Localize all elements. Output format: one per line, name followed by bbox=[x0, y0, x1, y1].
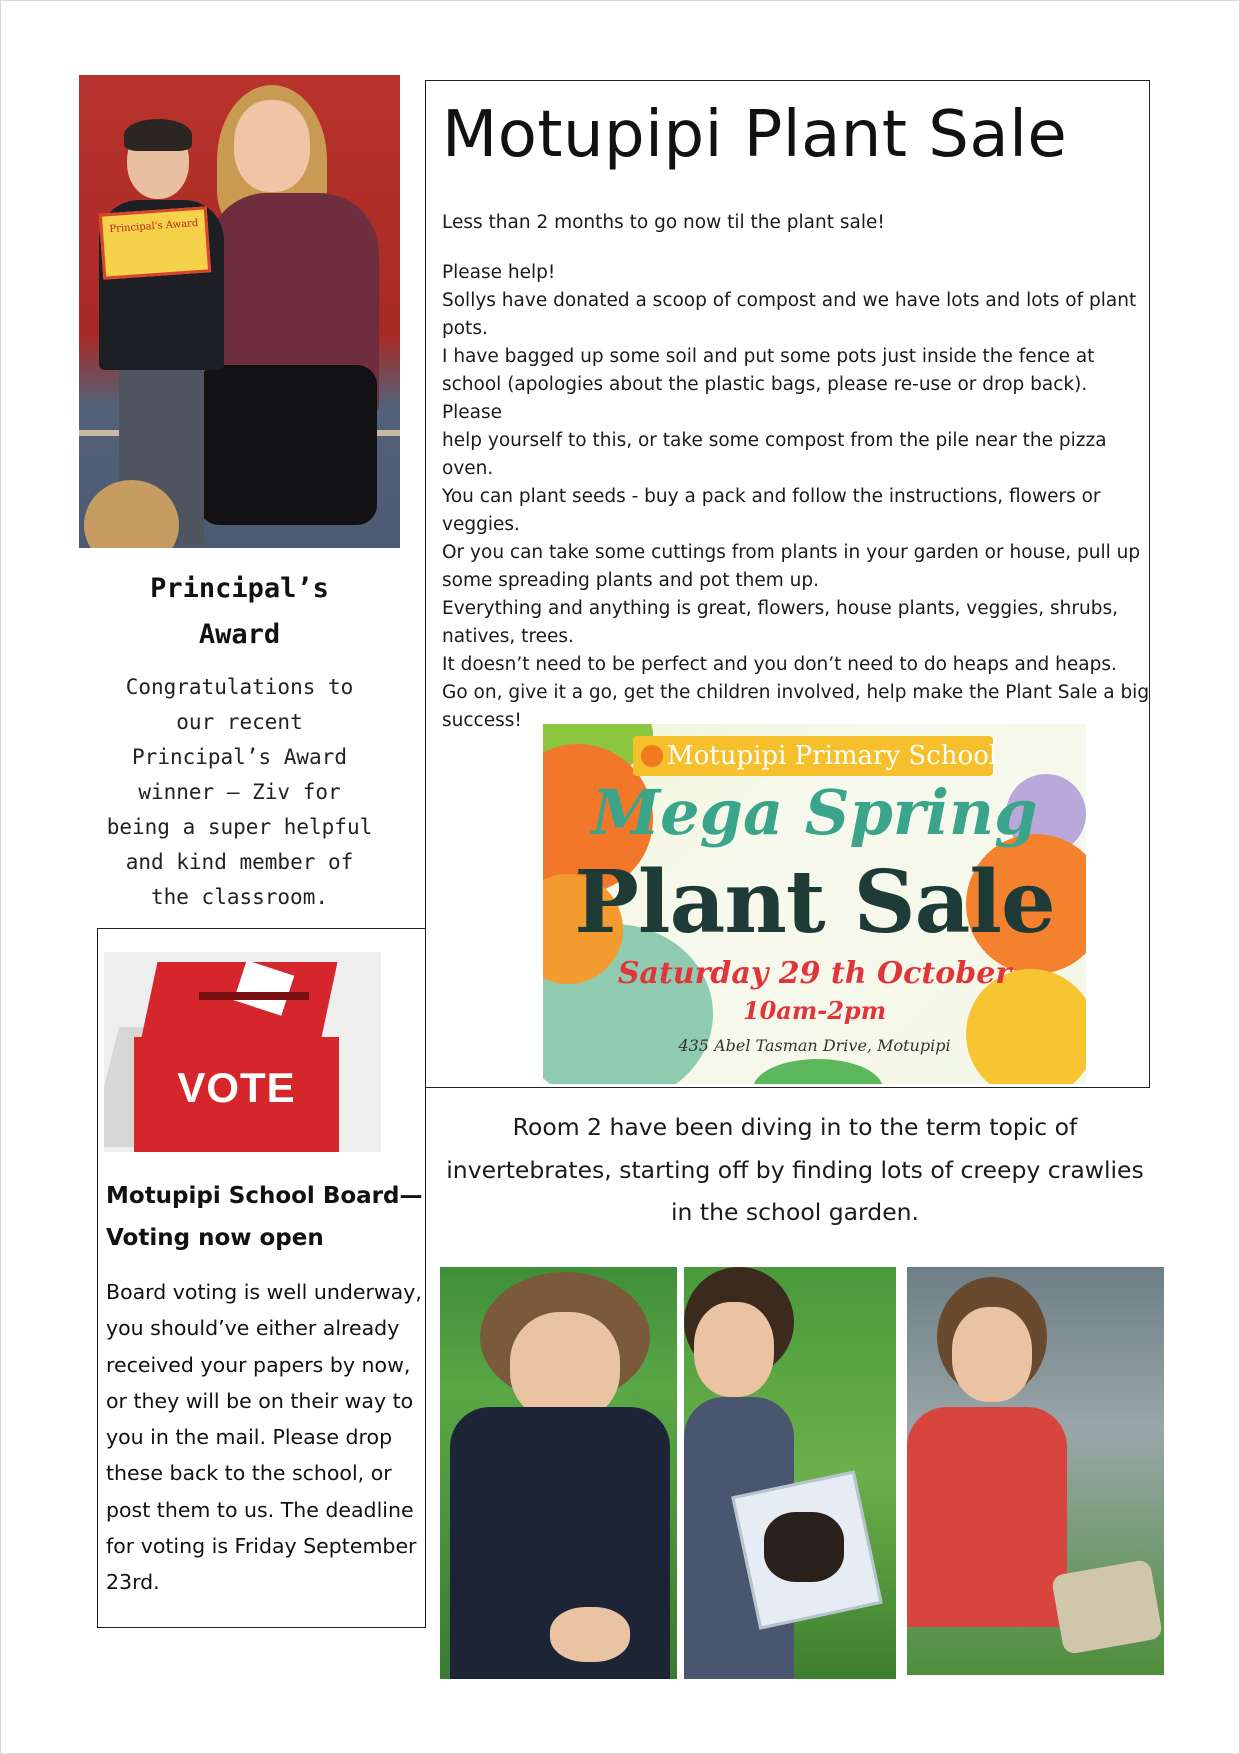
vote-body: Board voting is well underway, you should’ve either already received your papers by now, or they will be on their way to you in the mail. Please drop these back to the school, or post them to us. The deadline for voting is Friday September 23rd. bbox=[106, 1280, 422, 1595]
ballot-box-slot bbox=[199, 992, 309, 1000]
ballot-box-image bbox=[104, 952, 381, 1152]
plant-sale-intro: Less than 2 months to go now til the plant sale! bbox=[442, 212, 885, 233]
principal-award-text: Congratulations to our recent Principal’s Award winner – Ziv for being a super helpful and kind member of the classroom. bbox=[106, 675, 373, 909]
poster-date: Saturday 29 th October bbox=[617, 956, 1012, 991]
plant-sale-body: Please help! Sollys have donated a scoop of compost and we have lots and lots of plant pots. I have bagged up some soil and put some pots just inside the fence at school (apologies about the plastic bags, please re-use or drop back). Please help yourself to this, or take some compost from the pile near the pizza oven. You can plant seeds - buy a pack and follow the instructions, flowers or veggies. Or you can take some cuttings from plants in your garden or house, pull up some spreading plants and pot them up. Everything and anything is great, flowers, house plants, veggies, shrubs, natives, trees. It doesn’t need to be perfect and you don’t need to do heaps and heaps. Go on, give it a go, get the children involved, help make the Plant Sale a big success! bbox=[442, 262, 1150, 731]
poster-time: 10am-2pm bbox=[742, 996, 887, 1025]
photo-boy-hair bbox=[124, 119, 192, 151]
room2-text: Room 2 have been diving in to the term topic of invertebrates, starting off by finding lots of creepy crawlies in the school garden. bbox=[446, 1113, 1144, 1226]
photo-face bbox=[694, 1302, 774, 1397]
photo-woman-legs bbox=[199, 365, 377, 525]
photo-stone bbox=[1051, 1559, 1163, 1655]
photo-face bbox=[952, 1307, 1032, 1402]
poster-plant-sale: Plant Sale bbox=[574, 852, 1055, 953]
poster-school-banner bbox=[633, 736, 998, 776]
plant-sale-heading: Motupipi Plant Sale bbox=[442, 98, 1068, 172]
room2-photo-3 bbox=[907, 1267, 1164, 1675]
sun-icon bbox=[641, 745, 663, 767]
ballot-box-vote-label: VOTE bbox=[177, 1064, 296, 1111]
certificate-label: Principal's Award bbox=[109, 217, 199, 236]
photo-woman-head bbox=[234, 100, 310, 192]
poster-address: 435 Abel Tasman Drive, Motupipi bbox=[678, 1036, 951, 1055]
photo-hand bbox=[550, 1607, 630, 1662]
vote-title: Motupipi School Board— Voting now open bbox=[106, 1183, 423, 1251]
award-certificate bbox=[99, 206, 211, 279]
poster-leaf-decoration bbox=[753, 1059, 883, 1084]
room2-photo-1 bbox=[440, 1267, 677, 1679]
photo-soil bbox=[764, 1512, 844, 1582]
poster-mega-spring: Mega Spring bbox=[591, 776, 1038, 849]
photo-shirt bbox=[907, 1407, 1067, 1627]
principal-award-title: Principal’s Award bbox=[150, 573, 329, 650]
photo-face bbox=[510, 1312, 620, 1422]
room2-photo-2 bbox=[684, 1267, 896, 1679]
plant-sale-poster bbox=[543, 724, 1086, 1084]
principal-award-photo bbox=[79, 75, 400, 548]
poster-school-name: Motupipi Primary School bbox=[667, 741, 998, 771]
